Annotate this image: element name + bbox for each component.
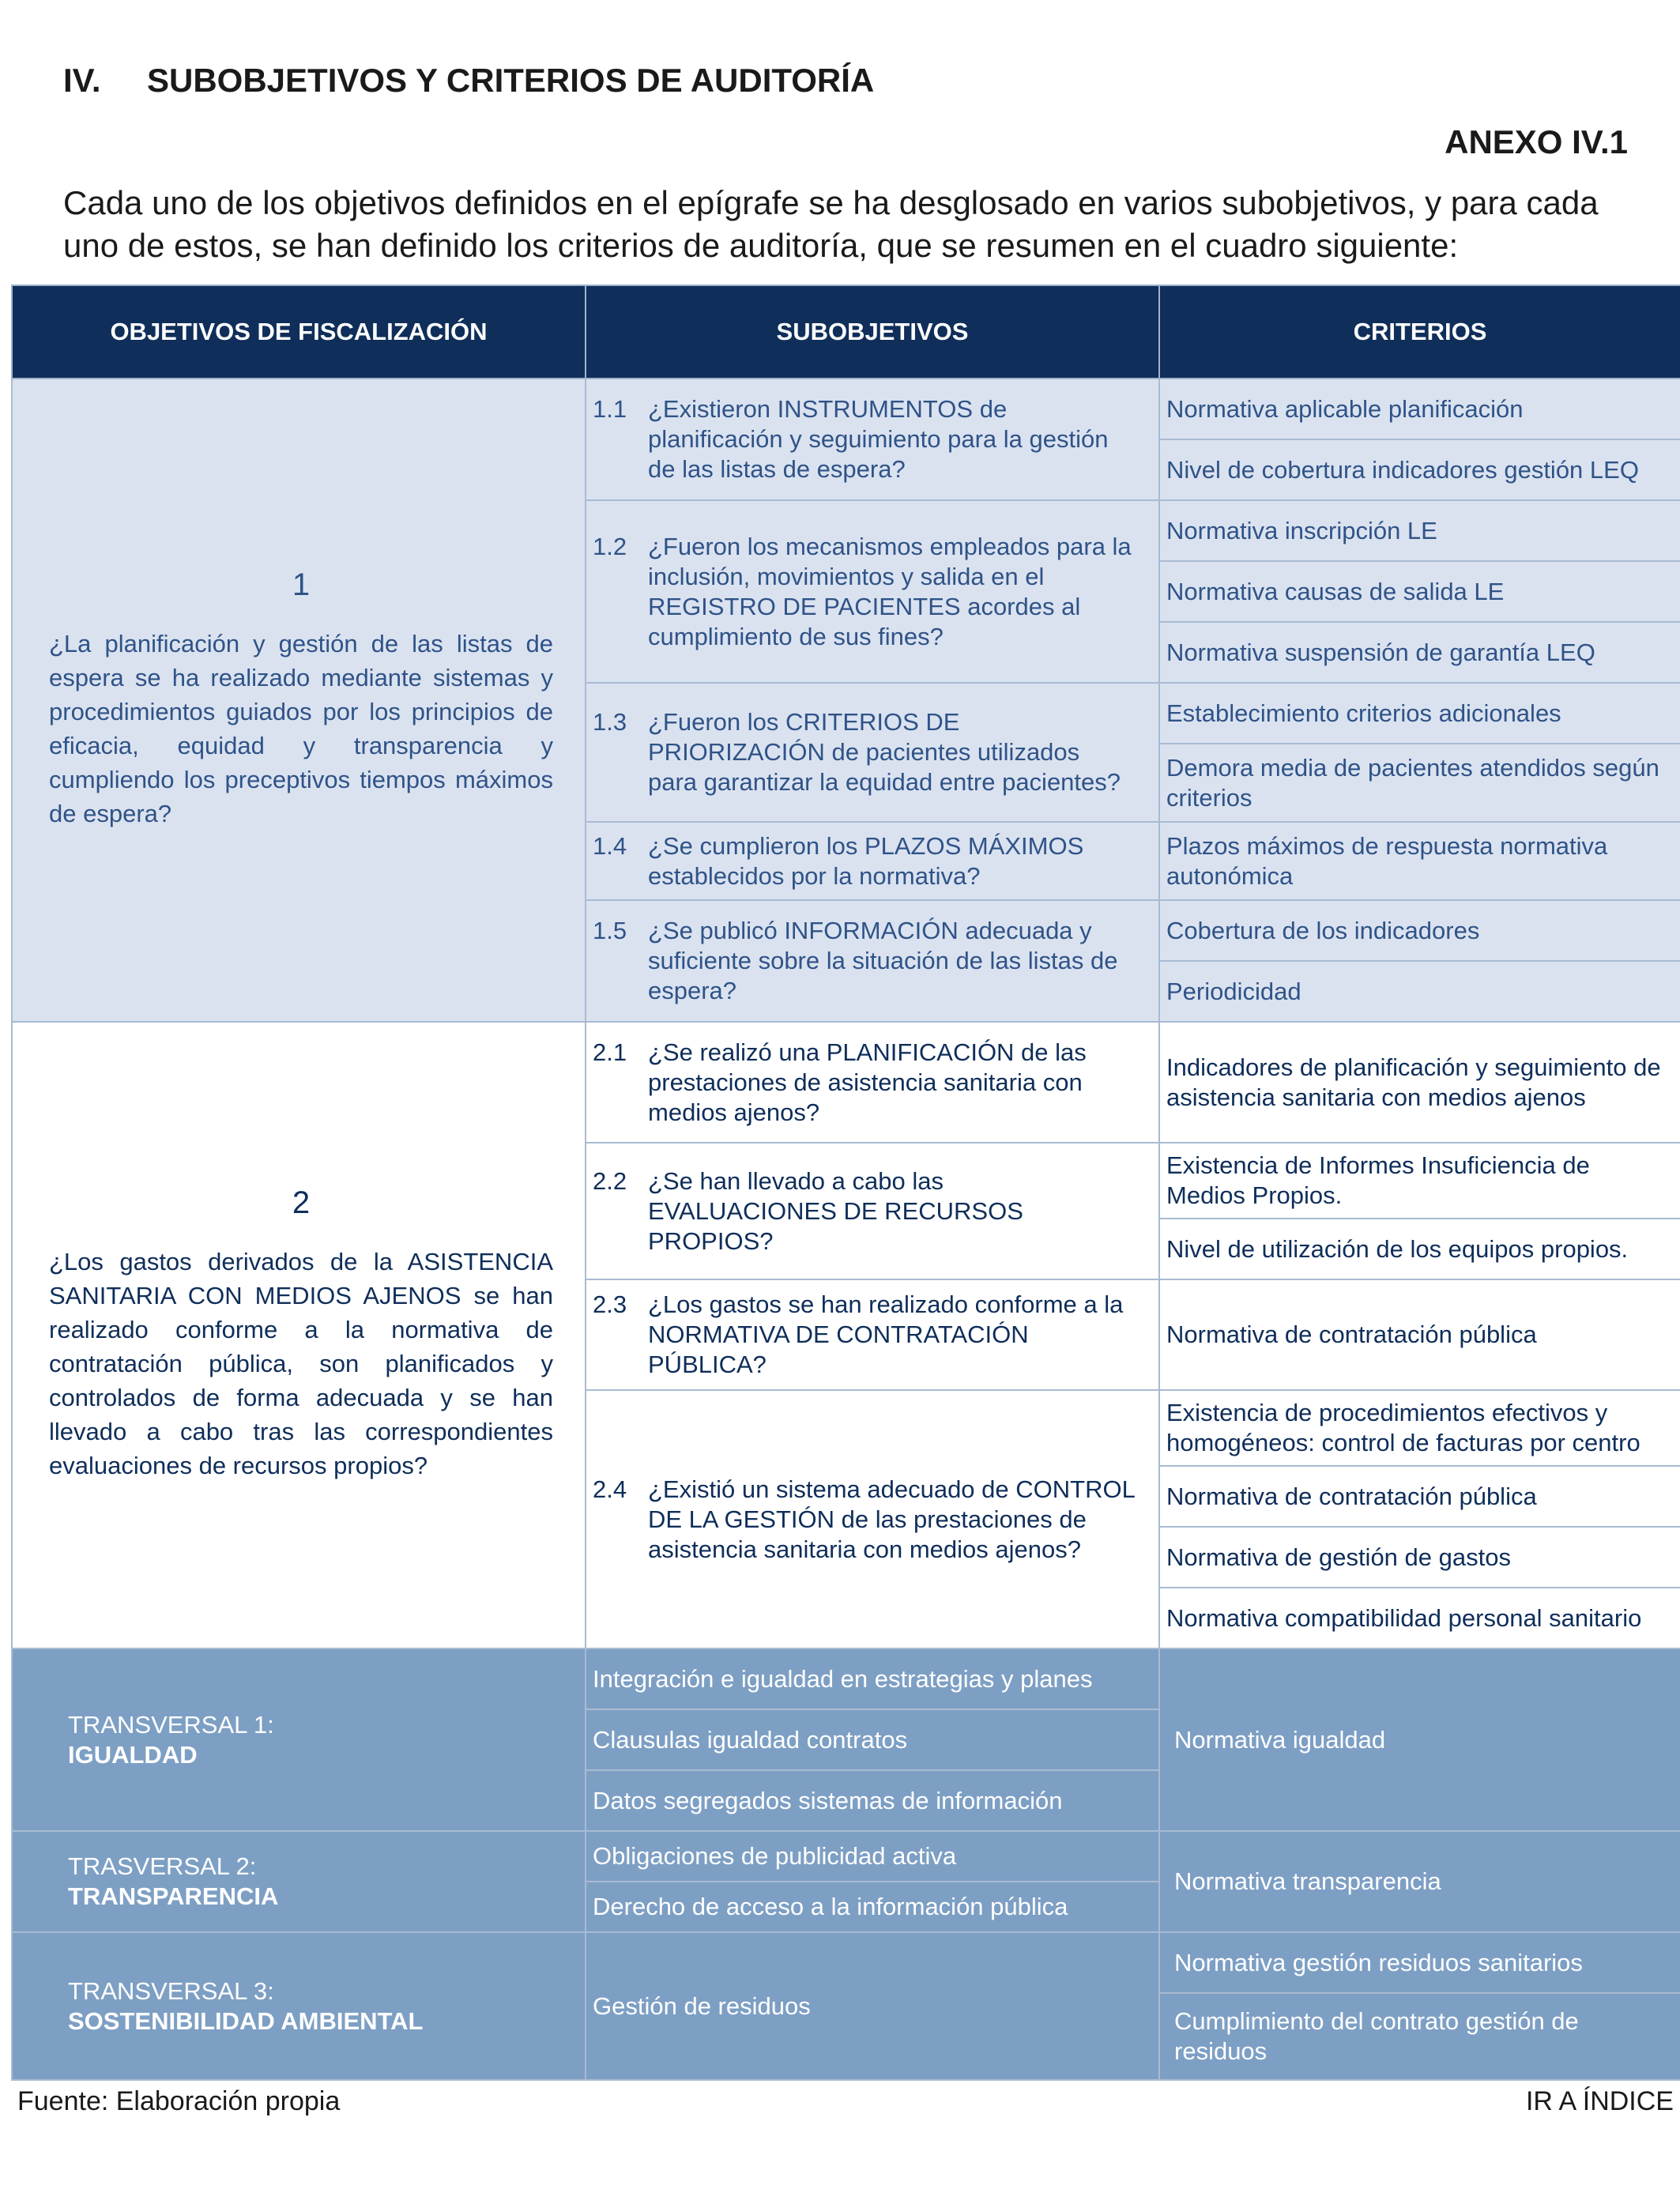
objective-2-text: ¿Los gastos derivados de la ASISTENCIA SANITARIA CON MEDIOS AJENOS se han realizado conforme a la normativa de contratación pública, son planificados y controlados de forma adecuada y se han llevado a cabo tras las correspondientes evaluaciones de recursos propios?	[49, 1248, 553, 1479]
subobjective-1-3	[586, 683, 1159, 822]
criterion: Normativa suspensión de garantía LEQ	[1159, 622, 1680, 683]
criterion: Normativa aplicable planificación	[1159, 379, 1680, 439]
subobjective-2-2	[586, 1143, 1159, 1279]
criterion: Establecimiento criterios adicionales	[1159, 683, 1680, 744]
subobjective-text: ¿Fueron los CRITERIOS DE PRIORIZACIÓN de pacientes utilizados para garantizar la equidad entre pacientes?	[648, 708, 1121, 796]
objective-2-group	[12, 1022, 1680, 1648]
objective-1-cell	[12, 379, 586, 1022]
section-title	[63, 62, 874, 100]
subobjective-number: 1.5	[593, 917, 627, 944]
transversal-subobjective: Gestión de residuos	[586, 1932, 1159, 2080]
transversal-2-label	[12, 1831, 586, 1932]
transversal-name: TRANSPARENCIA	[68, 1882, 279, 1910]
criterion: Normativa compatibilidad personal sanitario	[1159, 1588, 1680, 1648]
section-title-text: SUBOBJETIVOS Y CRITERIOS DE AUDITORÍA	[147, 62, 875, 99]
transversal-label: TRANSVERSAL 1:	[68, 1710, 274, 1739]
subobjective-number: 2.4	[593, 1475, 627, 1503]
transversal-subobjective: Obligaciones de publicidad activa	[586, 1831, 1159, 1882]
objective-1-group	[12, 379, 1680, 1022]
subobjective-text: ¿Existió un sistema adecuado de CONTROL DE LA GESTIÓN de las prestaciones de asistencia sanitaria con medios ajenos?	[648, 1475, 1135, 1563]
subobjective-1-2	[586, 500, 1159, 683]
table-row	[12, 379, 1680, 439]
transversal-criterion: Normativa gestión residuos sanitarios	[1159, 1932, 1680, 1993]
subobjective-text: ¿Se publicó INFORMACIÓN adecuada y suficiente sobre la situación de las listas de espera?	[648, 917, 1118, 1004]
transversal-group	[12, 1648, 1680, 2080]
subobjective-1-4	[586, 822, 1159, 900]
criterion: Existencia de Informes Insuficiencia de Medios Propios.	[1159, 1143, 1680, 1219]
audit-criteria-table	[11, 284, 1680, 2081]
subobjective-2-4	[586, 1390, 1159, 1648]
objective-1-number: 1	[292, 567, 311, 602]
subobjective-number: 1.4	[593, 831, 627, 860]
subobjective-text: ¿Se cumplieron los PLAZOS MÁXIMOS establecidos por la normativa?	[648, 831, 1084, 890]
table-row	[12, 1022, 1680, 1143]
criterion: Normativa inscripción LE	[1159, 500, 1680, 561]
transversal-name: IGUALDAD	[68, 1740, 198, 1769]
source-note: Fuente: Elaboración propia	[17, 2086, 341, 2116]
table-row	[12, 1932, 1680, 1993]
transversal-criterion: Normativa transparencia	[1159, 1831, 1680, 1932]
criterion: Cobertura de los indicadores	[1159, 900, 1680, 961]
subobjective-text: ¿Existieron INSTRUMENTOS de planificación y seguimiento para la gestión de las listas de espera?	[648, 395, 1109, 483]
objective-2-cell	[12, 1022, 586, 1648]
table-row	[12, 1648, 1680, 1709]
transversal-subobjective: Clausulas igualdad contratos	[586, 1709, 1159, 1770]
subobjective-1-5	[586, 900, 1159, 1022]
index-link[interactable]: IR A ÍNDICE	[1525, 2086, 1674, 2116]
objective-2-number: 2	[292, 1185, 311, 1220]
subobjective-text: ¿Los gastos se han realizado conforme a la NORMATIVA DE CONTRATACIÓN PÚBLICA?	[648, 1290, 1124, 1378]
header-criterios: CRITERIOS	[1159, 285, 1680, 379]
annex-label: ANEXO IV.1	[1445, 123, 1628, 160]
section-number: IV.	[63, 62, 101, 99]
criterion: Periodicidad	[1159, 961, 1680, 1022]
criterion: Nivel de utilización de los equipos propios.	[1159, 1219, 1680, 1279]
criterion: Plazos máximos de respuesta normativa autonómica	[1159, 822, 1680, 900]
transversal-criterion: Normativa igualdad	[1159, 1648, 1680, 1831]
subobjective-2-1	[586, 1022, 1159, 1143]
table-row	[12, 1831, 1680, 1882]
header-objetivos: OBJETIVOS DE FISCALIZACIÓN	[12, 285, 586, 379]
transversal-subobjective: Datos segregados sistemas de información	[586, 1770, 1159, 1831]
subobjective-number: 2.2	[593, 1166, 627, 1195]
criterion: Normativa de gestión de gastos	[1159, 1527, 1680, 1588]
transversal-1-label	[12, 1648, 586, 1831]
transversal-label: TRANSVERSAL 3:	[68, 1976, 274, 2005]
subobjective-number: 2.3	[593, 1290, 627, 1318]
criterion: Normativa de contratación pública	[1159, 1466, 1680, 1527]
intro-paragraph: Cada uno de los objetivos definidos en el epígrafe se ha desglosado en varios subobjetivos, y para cada uno de estos, se han definido los criterios de auditoría, que se resumen en el cuadro siguiente:	[63, 184, 1599, 264]
subobjective-number: 1.3	[593, 708, 627, 736]
criterion: Indicadores de planificación y seguimiento de asistencia sanitaria con medios ajenos	[1159, 1022, 1680, 1143]
subobjective-text: ¿Se realizó una PLANIFICACIÓN de las prestaciones de asistencia sanitaria con medios ajenos?	[648, 1038, 1087, 1126]
transversal-subobjective: Integración e igualdad en estrategias y planes	[586, 1648, 1159, 1709]
criterion: Normativa causas de salida LE	[1159, 561, 1680, 622]
subobjective-number: 2.1	[593, 1038, 627, 1066]
subobjective-number: 1.1	[593, 395, 627, 423]
subobjective-text: ¿Se han llevado a cabo las EVALUACIONES DE RECURSOS PROPIOS?	[648, 1166, 1023, 1255]
table-header-row	[12, 285, 1680, 379]
criterion: Nivel de cobertura indicadores gestión LEQ	[1159, 439, 1680, 500]
subobjective-text: ¿Fueron los mecanismos empleados para la inclusión, movimientos y salida en el REGISTRO DE PACIENTES acordes al cumplimiento de sus fines?	[648, 532, 1132, 650]
transversal-name: SOSTENIBILIDAD AMBIENTAL	[68, 2006, 424, 2035]
header-subobjetivos: SUBOBJETIVOS	[586, 285, 1159, 379]
objective-1-text: ¿La planificación y gestión de las listas de espera se ha realizado mediante sistemas y procedimientos guiados por los principios de eficacia, equidad y transparencia y cumpliendo los preceptivos tiempos máximos de espera?	[49, 630, 553, 827]
criterion: Demora media de pacientes atendidos según criterios	[1159, 744, 1680, 822]
transversal-label: TRASVERSAL 2:	[68, 1852, 257, 1880]
criterion: Normativa de contratación pública	[1159, 1279, 1680, 1390]
transversal-3-label	[12, 1932, 586, 2080]
subobjective-1-1	[586, 379, 1159, 500]
transversal-criterion: Cumplimiento del contrato gestión de residuos	[1159, 1993, 1680, 2080]
criterion: Existencia de procedimientos efectivos y homogéneos: control de facturas por centro	[1159, 1390, 1680, 1466]
transversal-subobjective: Derecho de acceso a la información pública	[586, 1882, 1159, 1932]
subobjective-number: 1.2	[593, 532, 627, 560]
subobjective-2-3	[586, 1279, 1159, 1390]
